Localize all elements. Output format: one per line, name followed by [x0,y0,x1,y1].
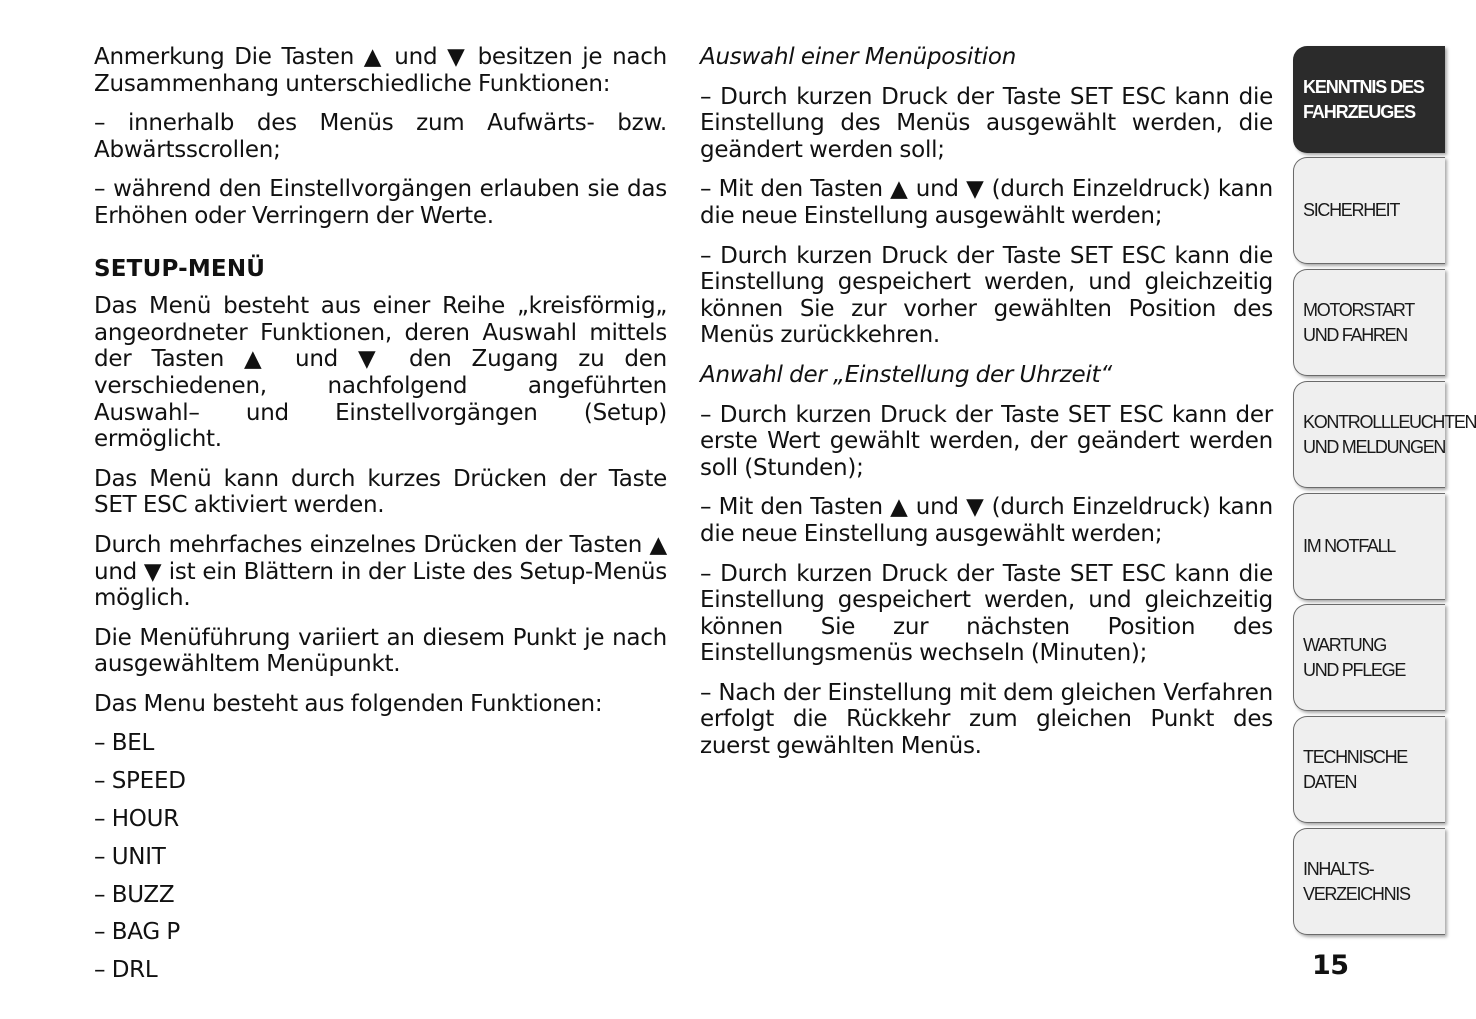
tab-wartung-und-pflege[interactable]: WARTUNG UND PFLEGE [1293,604,1445,711]
tab-im-notfall[interactable]: IM NOTFALL [1293,493,1445,600]
right-column [700,44,1273,773]
paragraph: – Mit den Tasten ▲ und ▼ (durch Einzeldruck) kann die neue Einstellung ausgewählt werden; [700,494,1273,547]
list-item: – SPEED [94,768,186,795]
subheading: Anwahl der „Einstellung der Uhrzeit“ [700,361,1112,388]
tab-kontrollleuchten-und-meldungen[interactable]: KONTROLLLEUCHTEN UND MELDUNGEN [1293,381,1445,488]
list-item: – UNIT [94,843,166,870]
paragraph: Das Menü besteht aus einer Reihe „kreisförmig„ angeordneter Funktionen, deren Auswahl mittels der Tasten ▲ und ▼ den Zugang zu den verschiedenen, nachfolgend angeführten Auswahl– und Einstellvorgängen (Setup) ermöglicht. [94,293,667,453]
paragraph: – Durch kurzen Druck der Taste SET ESC kann die Einstellung des Menüs ausgewählt werden, die geändert werden soll; [700,83,1273,163]
left-column [94,44,667,995]
list-item: – BAG P [94,919,180,946]
paragraph: Das Menu besteht aus folgenden Funktionen: [94,690,603,717]
list-item: – BUZZ [94,881,175,908]
list-item: – DRL [94,957,158,984]
tab-inhaltsverzeichnis[interactable]: INHALTS- VERZEICHNIS [1293,828,1445,935]
tab-motorstart-und-fahren[interactable]: MOTORSTART UND FAHREN [1293,269,1445,376]
note-item-scroll: – innerhalb des Menüs zum Aufwärts- bzw. Abwärtsscrollen; [94,110,667,163]
paragraph: – Durch kurzen Druck der Taste SET ESC kann der erste Wert gewählt werden, der geändert werden soll (Stunden); [700,401,1273,481]
paragraph: Die Menüführung variiert an diesem Punkt je nach ausgewähltem Menüpunkt. [94,624,667,678]
list-item: – BEL [94,730,155,757]
tab-technische-daten[interactable]: TECHNISCHE DATEN [1293,716,1445,823]
page-number: 15 [1312,950,1349,981]
subheading: Auswahl einer Menüposition [700,44,1017,70]
paragraph: – Nach der Einstellung mit dem gleichen Verfahren erfolgt die Rückkehr zum gleichen Punkt des zuerst gewählten Menüs. [700,679,1273,760]
paragraph: Durch mehrfaches einzelnes Drücken der Tasten ▲ und ▼ ist ein Blättern in der Liste des Setup-Menüs möglich. [94,531,667,612]
function-list [94,730,667,983]
paragraph: – Durch kurzen Druck der Taste SET ESC kann die Einstellung gespeichert werden, und gleichzeitig können Sie zur vorher gewählten Position des Menüs zurückkehren. [700,242,1273,349]
chapter-tabs [1293,46,1476,940]
tab-kenntnis-des-fahrzeuges[interactable]: KENNTNIS DES FAHRZEUGES [1293,46,1445,153]
paragraph: Das Menü kann durch kurzes Drücken der Taste SET ESC aktiviert werden. [94,465,667,519]
note-intro: Anmerkung Die Tasten ▲ und ▼ besitzen je nach Zusammenhang unterschiedliche Funktionen: [94,44,667,97]
paragraph: – Mit den Tasten ▲ und ▼ (durch Einzeldruck) kann die neue Einstellung ausgewählt werden; [700,176,1273,229]
list-item: – HOUR [94,806,179,833]
paragraph: – Durch kurzen Druck der Taste SET ESC kann die Einstellung gespeichert werden, und gleichzeitig können Sie zur nächsten Position des Einstellungsmenüs wechseln (Minuten); [700,560,1273,667]
note-item-adjust: – während den Einstellvorgängen erlauben sie das Erhöhen oder Verringern der Werte. [94,176,667,229]
section-heading: SETUP-MENÜ [94,255,266,282]
tab-sicherheit[interactable]: SICHERHEIT [1293,157,1445,264]
